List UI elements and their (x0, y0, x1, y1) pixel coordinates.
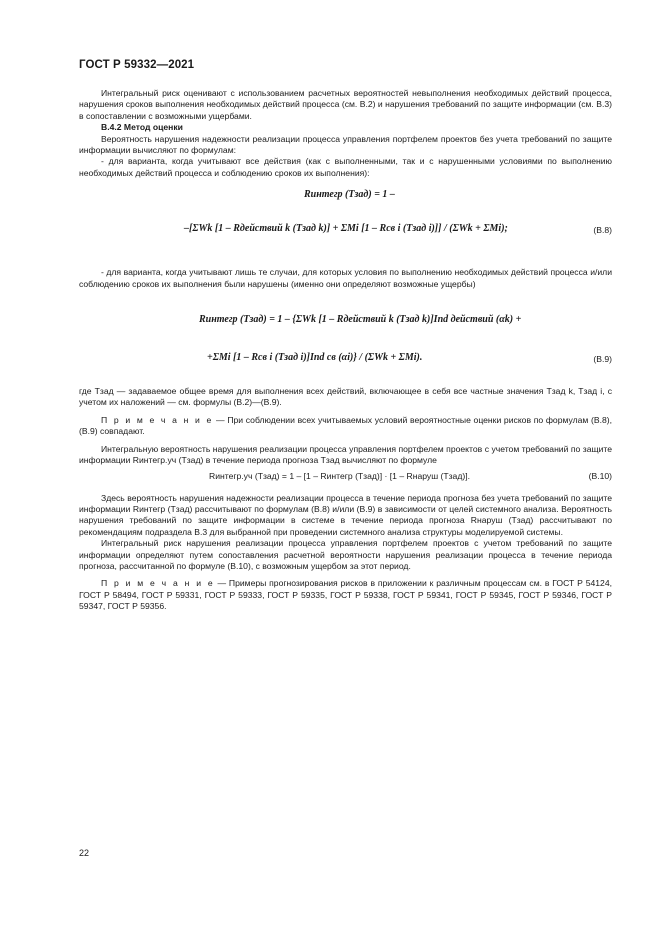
formula-b8-number: (В.8) (593, 225, 612, 236)
note-1-label: П р и м е ч а н и е (101, 414, 214, 425)
paragraph-here: Здесь вероятность нарушения надежности реализации процесса в течение периода прогноза без учета требований по защите информации Rинтегр (Tзад) рассчитывают по формулам (В.8) и/или (В.9) в зависимости от целей системного анализа. Вероятность нарушения требований по защите информации в системе в течение периода прогноза Rнаруш (Tзад) рассчитывают по рекомендациям подраздела В.3 для выбранной при проведении системного анализа структуры моделируемой системы. (79, 492, 612, 537)
paragraph-where: где Tзад — задаваемое общее время для выполнения всех действий, включающее в себя все частные значения Tзад k, Tзад i, с учетом их наложений — см. формулы (В.2)—(В.9). (79, 386, 612, 408)
formula-b9-text2: +ΣMi [1 – Rсв i (Tзад i)]Ind св (αi)} / (ΣWk + ΣMi). (207, 352, 423, 364)
note-1-text: — При соблюдении всех учитываемых условий вероятностные оценки рисков по формулам (В.8), (В.9) совпадают. (79, 414, 612, 437)
document-body (79, 88, 612, 613)
formula-b9-number: (В.9) (593, 354, 612, 365)
note-2 (79, 578, 612, 612)
paragraph-variant-all: - для варианта, когда учитывают все действия (как с выполненными, так и с нарушенными условиями по выполнению необходимых действий процесса и соблюдению сроков их выполнения): (79, 156, 612, 178)
note-2-text: — Примеры прогнозирования рисков в приложении к различным процессам см. в ГОСТ Р 54124, ГОСТ Р 58494, ГОСТ Р 59331, ГОСТ Р 59333, ГОСТ Р 59335, ГОСТ Р 59338, ГОСТ Р 59341, ГОСТ Р 59345, ГОСТ Р 59346, ГОСТ Р 59347, ГОСТ Р 59356. (79, 578, 612, 612)
formula-b10-number: (В.10) (588, 470, 612, 481)
section-heading: В.4.2 Метод оценки (101, 122, 183, 133)
paragraph-variant-violated: - для варианта, когда учитывают лишь те случаи, для которых условия по выполнению необходимых действий процесса и/или соблюдению сроков их выполнения были нарушены (именно они определяют возможные ущербы) (79, 267, 612, 289)
formula-b8-text2: –[ΣWk [1 – Rдействий k (Tзад k)] + ΣMi [1 – Rсв i (Tзад i)]] / (ΣWk + ΣMi); (184, 223, 508, 235)
formula-b8-line2 (79, 207, 612, 253)
formula-b10 (79, 467, 612, 487)
formula-b9-line1 (79, 300, 612, 340)
paragraph-integral-risk-determination: Интегральный риск нарушения реализации процесса управления портфелем проектов с учетом требований по защите информации определяют путем сопоставления расчетной вероятности нарушения реализации процесса в течение периода прогноза, рассчитанной по формуле (В.10), с возможным ущербом за этот период. (79, 538, 612, 571)
paragraph-integral-risk: Интегральный риск оценивают с использованием расчетных вероятностей невыполнения необходимых действий процесса, нарушения сроков выполнения необходимых действий процесса (см. В.2) и нарушения требований по защите информации (см. В.3) в сопоставлении с возможными ущербами. (79, 88, 612, 121)
paragraph-integral-probability: Интегральную вероятность нарушения реализации процесса управления портфелем проектов с учетом требований по защите информации Rинтегр.уч (Tзад) в течение периода прогноза Tзад вычисляют по формуле (79, 443, 612, 466)
note-1 (79, 415, 612, 438)
formula-b9-text1: Rинтегр (Tзад) = 1 – {ΣWk [1 – Rдействий k (Tзад k)]Ind действий (αk) + (199, 314, 522, 326)
formula-b10-text: Rинтегр.уч (Tзад) = 1 – [1 – Rинтегр (Tзад)] · [1 – Rнаруш (Tзад)]. (209, 470, 470, 481)
formula-b8-text1: Rинтегр (Tзад) = 1 – (304, 189, 395, 201)
page-number: 22 (79, 848, 90, 858)
note-2-label: П р и м е ч а н и е (101, 578, 215, 589)
standard-header: ГОСТ Р 59332—2021 (79, 59, 195, 71)
formula-b8-line1 (79, 185, 612, 207)
paragraph-probability: Вероятность нарушения надежности реализации процесса управления портфелем проектов без учета требований по защите информации вычисляют по формулам: (79, 133, 612, 156)
formula-b9-line2 (79, 340, 612, 382)
